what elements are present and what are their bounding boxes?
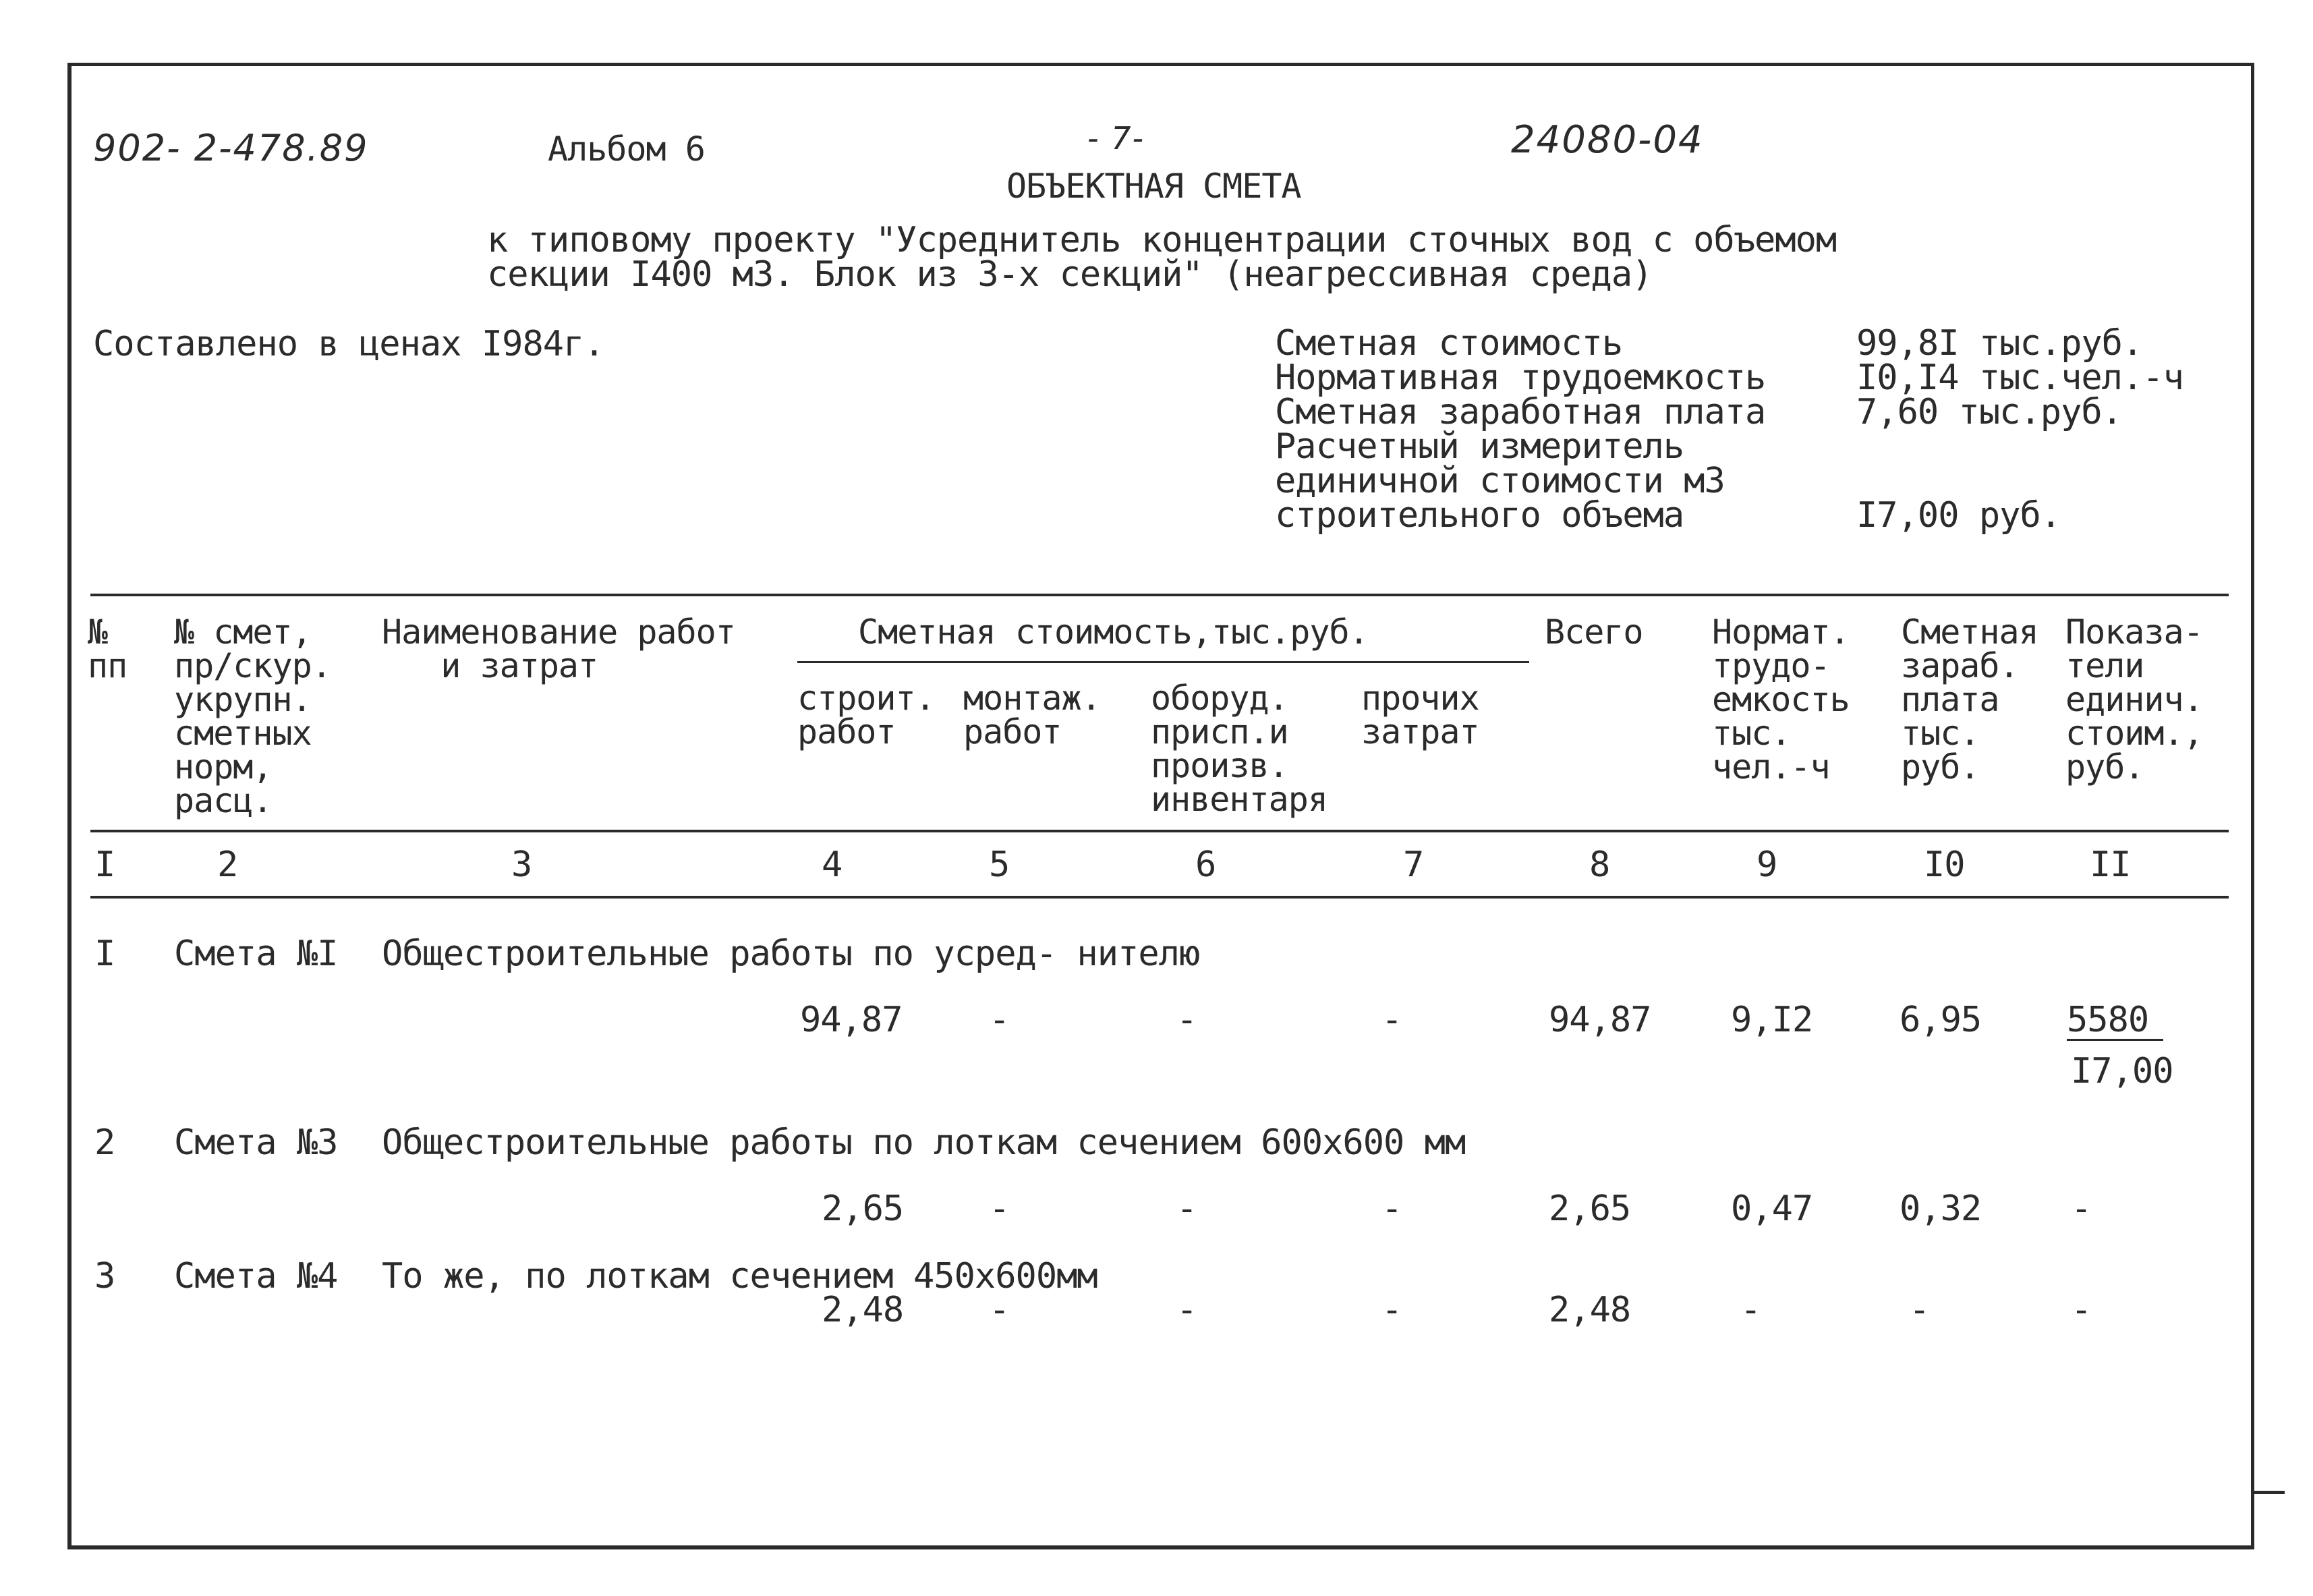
header-group-cost: Сметная стоимость,тыс.руб. — [858, 612, 1369, 652]
header-col-1: № пп — [88, 612, 127, 685]
row-indicator: - — [2071, 1290, 2092, 1330]
row-other-cost: - — [1381, 1189, 1402, 1229]
group-header-rule — [797, 661, 1529, 663]
page-number: - 7- — [1087, 120, 1145, 156]
header-col-3: Наименование работ и затрат — [382, 612, 735, 685]
header-col-5: монтаж. работ — [963, 679, 1101, 751]
col-number: 7 — [1403, 845, 1424, 885]
row-construction-cost: 94,87 — [800, 1000, 903, 1040]
row-estimate: Смета №4 — [174, 1256, 338, 1296]
row-labor: 9,I2 — [1731, 1000, 1813, 1040]
row-other-cost: - — [1381, 1000, 1402, 1040]
col-number: 4 — [822, 845, 843, 885]
row-work-name: Общестроительные работы по усред- нителю — [382, 934, 1200, 974]
summary-values: 99,8I тыс.руб. I0,I4 тыс.чел.-ч 7,60 тыс.руб. I7,00 руб. — [1856, 323, 2183, 536]
row-number: 3 — [94, 1256, 115, 1296]
subtitle-line-1: к типовому проекту "Усреднитель концентрации сточных вод с объемом — [487, 220, 1837, 260]
col-number: 6 — [1195, 845, 1216, 885]
header-col-10: Сметная зараб. плата тыс. руб. — [1901, 612, 2038, 787]
row-indicator-numerator: 5580 — [2067, 1002, 2163, 1041]
prices-note: Составлено в ценах I984г. — [93, 324, 604, 364]
col-number: I — [94, 845, 115, 885]
row-labor: - — [1740, 1290, 1761, 1330]
row-total: 2,65 — [1549, 1189, 1631, 1229]
col-number: 8 — [1589, 845, 1610, 885]
header-bottom-rule — [90, 830, 2229, 832]
row-installation-cost: - — [989, 1189, 1010, 1229]
header-col-11: Показа- тели единич. стоим., руб. — [2065, 612, 2203, 787]
row-work-name: Общестроительные работы по лоткам сечением 600х600 мм — [382, 1122, 1466, 1163]
frame-edge-mark — [2254, 1491, 2285, 1494]
row-indicator: - — [2071, 1189, 2092, 1229]
row-number: 2 — [94, 1122, 115, 1163]
row-wages: 0,32 — [1900, 1189, 1982, 1229]
header-col-7: прочих затрат — [1361, 679, 1479, 751]
album-label: Альбом 6 — [548, 130, 705, 169]
row-construction-cost: 2,65 — [822, 1189, 904, 1229]
table-top-rule — [90, 594, 2229, 596]
row-equipment-cost: - — [1176, 1189, 1197, 1229]
row-work-name: То же, по лоткам сечением 450х600мм — [382, 1256, 1097, 1296]
row-number: I — [94, 934, 115, 974]
row-equipment-cost: - — [1176, 1000, 1197, 1040]
row-wages: - — [1909, 1290, 1930, 1330]
doc-code: 902- 2-478.89 — [93, 127, 369, 169]
row-other-cost: - — [1381, 1290, 1402, 1330]
row-installation-cost: - — [989, 1000, 1010, 1040]
col-number: I0 — [1924, 845, 1965, 885]
header-col-2: № смет, пр/скур. укрупн. сметных норм, расц. — [174, 612, 331, 820]
row-equipment-cost: - — [1176, 1290, 1197, 1330]
header-col-8: Всего — [1545, 612, 1643, 652]
header-col-4: строит. работ — [797, 679, 935, 751]
col-number: 5 — [989, 845, 1010, 885]
row-total: 2,48 — [1549, 1290, 1631, 1330]
col-number: 9 — [1757, 845, 1777, 885]
row-total: 94,87 — [1549, 1000, 1651, 1040]
document-title: ОБЪЕКТНАЯ СМЕТА — [1006, 167, 1301, 206]
column-numbers-rule — [90, 896, 2229, 899]
header-col-6: оборуд. присп.и произв. инвентаря — [1151, 679, 1327, 819]
row-labor: 0,47 — [1731, 1189, 1813, 1229]
col-number: 3 — [511, 845, 532, 885]
sheet-code: 24080-04 — [1511, 118, 1704, 162]
header-col-9: Нормат. трудо- емкость тыс. чел.-ч — [1712, 612, 1850, 787]
col-number: II — [2090, 845, 2131, 885]
row-installation-cost: - — [989, 1290, 1010, 1330]
row-estimate: Смета №3 — [174, 1122, 338, 1163]
row-wages: 6,95 — [1900, 1000, 1982, 1040]
row-construction-cost: 2,48 — [822, 1290, 904, 1330]
summary-labels: Сметная стоимость Нормативная трудоемкость Сметная заработная плата Расчетный измеритель единичной стоимости м3 строительного объема — [1275, 323, 1766, 536]
row-indicator-denominator: I7,00 — [2071, 1051, 2173, 1091]
subtitle-line-2: секции I400 м3. Блок из 3-х секций" (неагрессивная среда) — [487, 254, 1653, 295]
col-number: 2 — [217, 845, 238, 885]
row-estimate: Смета №I — [174, 934, 338, 974]
